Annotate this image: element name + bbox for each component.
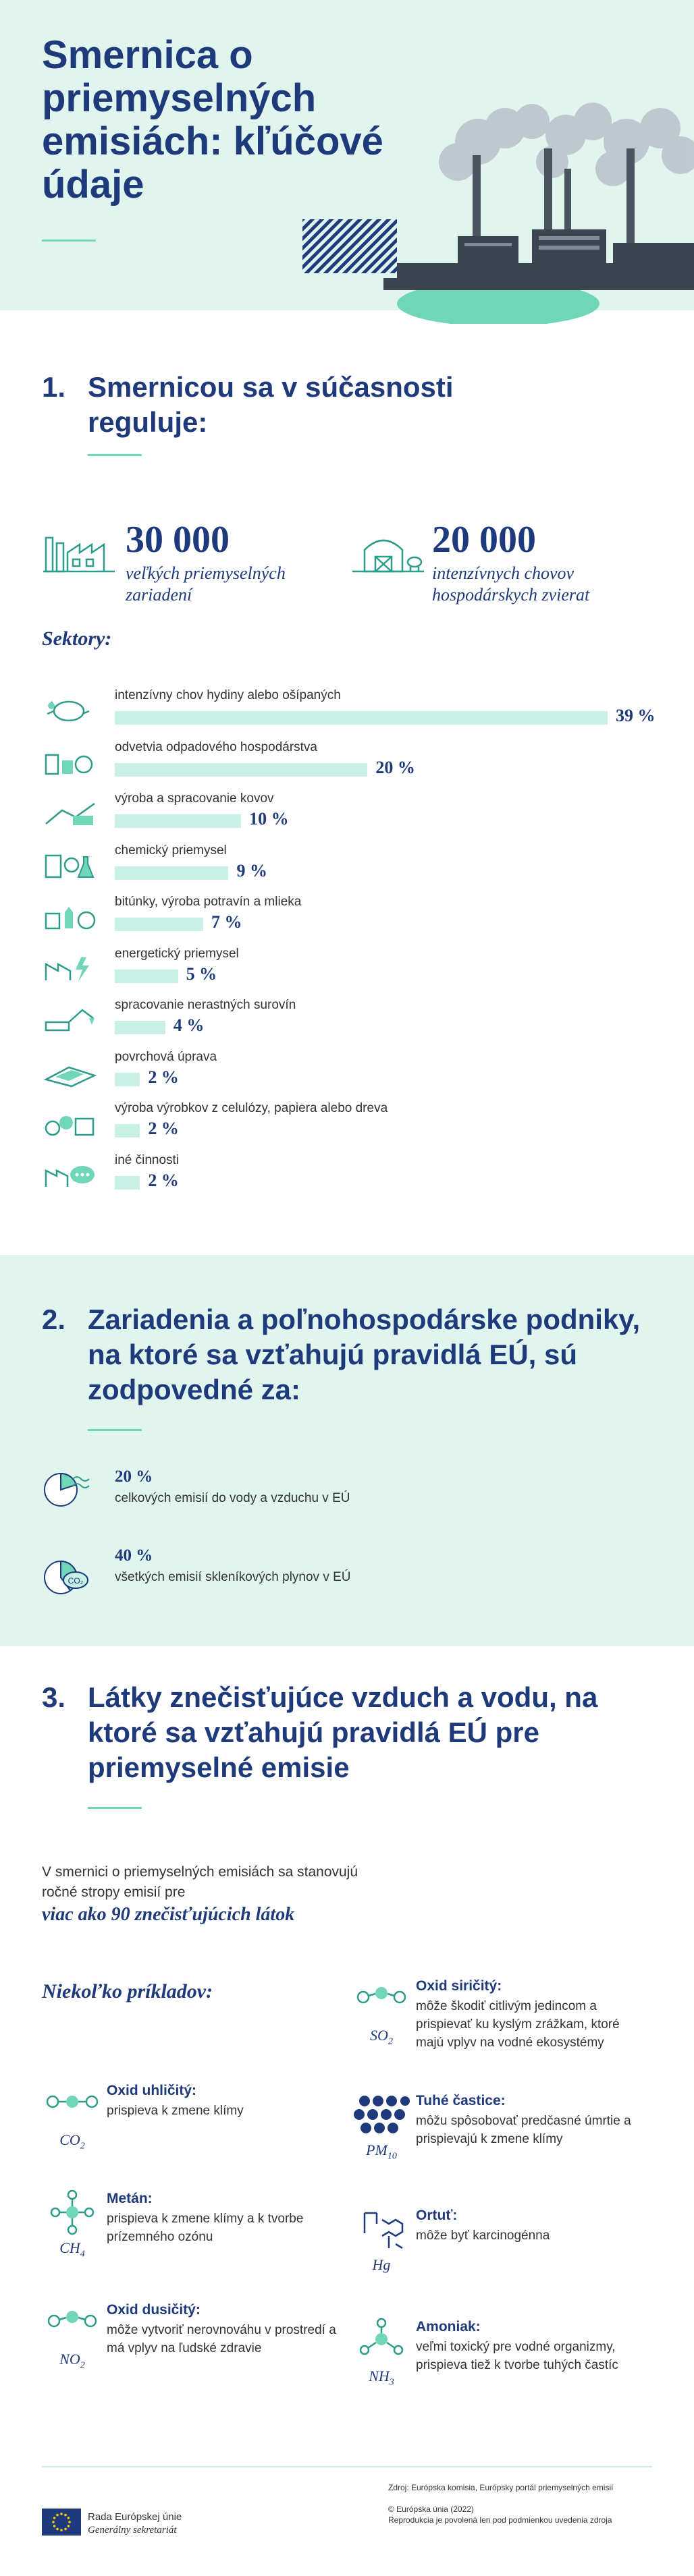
sector-row: [42, 843, 663, 888]
footer-reproduction: Reprodukcia je povolená len pod podmienkou uvedenia zdroja: [388, 2515, 612, 2525]
pollutant-formula: $NH_3$: [369, 2368, 394, 2388]
pollutant-item: [42, 2189, 325, 2284]
sector-bar: [115, 866, 228, 880]
sector-percent: 9 %: [236, 860, 267, 880]
pollutant-description: môže vytvoriť nerovnováhu v prostredí a má vplyv na ľudské zdravie: [107, 2323, 336, 2355]
sector-percent: 10 %: [249, 809, 289, 829]
responsibility-ghg-percent: 40 %: [115, 1546, 153, 1565]
co2-molecule-icon: [42, 2081, 103, 2129]
pollutant-item: [351, 1977, 635, 2071]
pollutant-formula: $NO_2$: [59, 2351, 85, 2371]
sector-percent: 2 %: [148, 1119, 179, 1138]
pollutant-description: môže škodiť citlivým jedincom a prispievať ku kyslým zrážkam, ktoré majú vplyv na vodné ekosystémy: [416, 1999, 620, 2050]
council-subtitle: Generálny sekretariát: [88, 2525, 177, 2536]
sector-name: odvetvia odpadového hospodárstva: [115, 739, 318, 754]
surface-icon: [42, 1055, 101, 1088]
pollutant-name: Oxid uhličitý:: [107, 2083, 197, 2098]
sector-bar: [115, 711, 608, 725]
particles-icon: [351, 2092, 412, 2139]
sector-name: intenzívny chov hydiny alebo ošípaných: [115, 688, 341, 702]
stat-farms-value: 20 000: [432, 519, 536, 561]
section3-underline: [88, 1807, 142, 1809]
section3-heading-text: Látky znečisťujúce vzduch a vodu, na ktoré sa vzťahujú pravidlá EÚ pre priemyselné emisie: [88, 1681, 598, 1783]
pollutant-item: [351, 2318, 635, 2412]
pollutant-name: Amoniak:: [416, 2319, 481, 2334]
sector-percent: 4 %: [173, 1015, 205, 1035]
co2-pie-icon: [42, 1559, 90, 1596]
pollutant-item: [351, 2206, 635, 2301]
pollutant-formula: $SO_2$: [370, 2027, 393, 2047]
responsibility-water-air-text: celkových emisií do vody a vzduchu v EÚ: [115, 1491, 350, 1505]
sector-row: [42, 1153, 663, 1198]
section1-number: 1.: [42, 371, 66, 403]
sector-bar: [115, 1073, 140, 1086]
eu-flag-icon: [42, 2509, 81, 2536]
pollutant-formula: $CH_4$: [59, 2239, 85, 2260]
stat-installations-value: 30 000: [126, 519, 230, 561]
sector-row: [42, 998, 663, 1042]
sector-row: [42, 947, 663, 991]
sector-bar: [115, 1124, 140, 1138]
pollutant-formula: $CO_2$: [59, 2131, 85, 2152]
section1-underline: [88, 454, 142, 456]
stat-installations-label: veľkých priemyselných zariadení: [126, 563, 286, 605]
sector-row: [42, 688, 663, 733]
sector-bar: [115, 970, 178, 983]
sector-percent: 39 %: [616, 706, 656, 725]
methane-molecule-icon: [42, 2189, 103, 2237]
water-emission-pie-icon: [42, 1471, 90, 1509]
examples-label: Niekoľko príkladov:: [42, 1980, 213, 2003]
footer-source: Zdroj: Európska komisia, Európsky portál priemyselných emisií: [388, 2483, 614, 2492]
council-name: Rada Európskej únie: [88, 2511, 182, 2523]
so2-molecule-icon: [351, 1977, 412, 2024]
sectors-label: Sektory:: [42, 627, 112, 650]
footer-divider: [42, 2466, 652, 2467]
page-title: Smernica o priemyselných emisiách: kľúčové údaje: [42, 33, 383, 206]
intro-emphasis: viac ako 90 znečisťujúcich látok: [42, 1904, 295, 1925]
barn-icon: [351, 530, 427, 576]
sector-row: [42, 1101, 663, 1146]
sector-bar: [115, 918, 203, 931]
sector-name: výroba a spracovanie kovov: [115, 791, 274, 806]
sector-bar: [115, 1021, 165, 1034]
section2-underline: [88, 1429, 142, 1431]
stat-farms-label: intenzívnych chovov hospodárskych zvierat: [432, 563, 590, 605]
sector-name: výroba výrobkov z celulózy, papiera alebo dreva: [115, 1101, 388, 1115]
pollutant-name: Oxid siričitý:: [416, 1978, 502, 1994]
title-underline: [42, 240, 96, 242]
sector-percent: 2 %: [148, 1170, 179, 1190]
sector-name: iné činnosti: [115, 1152, 180, 1167]
wood-icon: [42, 1107, 101, 1139]
sector-percent: 7 %: [211, 912, 242, 932]
sector-row: [42, 791, 663, 836]
footer-copyright: © Európska únia (2022): [388, 2504, 474, 2514]
pollutant-description: veľmi toxický pre vodné organizmy, prispieva tiež k tvorbe tuhých častíc: [416, 2340, 618, 2372]
excavator-icon: [42, 1003, 101, 1036]
pollutant-name: Oxid dusičitý:: [107, 2302, 201, 2318]
sector-name: chemický priemysel: [115, 843, 227, 858]
pollutant-description: prispieva k zmene klímy: [107, 2104, 244, 2118]
sector-name: bitúnky, výroba potravín a mlieka: [115, 895, 302, 909]
sector-name: povrchová úprava: [115, 1049, 217, 1064]
pig-icon: [42, 694, 101, 726]
pollutant-description: môže byť karcinogénna: [416, 2229, 550, 2243]
intro-text: [42, 1862, 358, 1903]
sector-percent: 5 %: [186, 963, 217, 984]
section1-heading: [42, 370, 493, 440]
pollutant-name: Ortuť:: [416, 2208, 458, 2223]
sector-bar: [115, 1176, 140, 1189]
section3-heading: [42, 1680, 641, 1785]
sector-name: energetický priemysel: [115, 946, 239, 961]
no2-molecule-icon: [42, 2301, 103, 2348]
sector-row: [42, 740, 663, 785]
metal-icon: [42, 797, 101, 829]
factory-icon: [42, 530, 117, 576]
sector-percent: 2 %: [148, 1067, 179, 1087]
sector-bar: [115, 814, 241, 828]
responsibility-ghg-text: všetkých emisií skleníkových plynov v EÚ: [115, 1570, 351, 1584]
pollutant-item: [42, 2081, 325, 2176]
intro-line-1: V smernici o priemyselných emisiách sa stanovujú: [42, 1864, 358, 1880]
waste-icon: [42, 746, 101, 778]
responsibility-water-air-percent: 20 %: [115, 1467, 153, 1486]
pollutant-name: Tuhé častice:: [416, 2093, 506, 2108]
pollutant-formula: Hg: [372, 2256, 391, 2273]
sector-row: [42, 1050, 663, 1094]
sector-row: [42, 895, 663, 939]
section2-heading-text: Zariadenia a poľnohospodárske podniky, na ktoré sa vzťahujú pravidlá EÚ, sú zodpovedné za:: [88, 1304, 641, 1405]
co2-icon-text: CO₂: [68, 1576, 84, 1586]
chemistry-icon: [42, 849, 101, 881]
mercury-icon: [351, 2206, 412, 2253]
energy-icon: [42, 952, 101, 984]
sector-bar: [115, 763, 367, 777]
pollutant-item: [42, 2301, 336, 2395]
pollutant-description: môžu spôsobovať predčasné úmrtie a prispievajú k zmene klímy: [416, 2114, 631, 2146]
sector-percent: 20 %: [375, 757, 415, 777]
sector-name: spracovanie nerastných surovín: [115, 998, 296, 1012]
factory-illustration: [275, 101, 694, 324]
intro-line-2: ročné stropy emisií pre: [42, 1884, 186, 1900]
section1-heading-text: Smernicou sa v súčasnosti reguluje:: [88, 371, 454, 438]
pollutant-formula: $PM_{10}$: [366, 2141, 397, 2162]
other-icon: [42, 1158, 101, 1191]
ammonia-molecule-icon: [351, 2318, 412, 2365]
section3-number: 3.: [42, 1681, 66, 1713]
section2-heading: [42, 1302, 641, 1407]
section2-number: 2.: [42, 1304, 66, 1335]
pollutant-item: [351, 2092, 635, 2186]
pollutant-name: Metán:: [107, 2191, 153, 2206]
food-icon: [42, 900, 101, 932]
pollutant-description: prispieva k zmene klímy a k tvorbe prízemného ozónu: [107, 2212, 304, 2244]
